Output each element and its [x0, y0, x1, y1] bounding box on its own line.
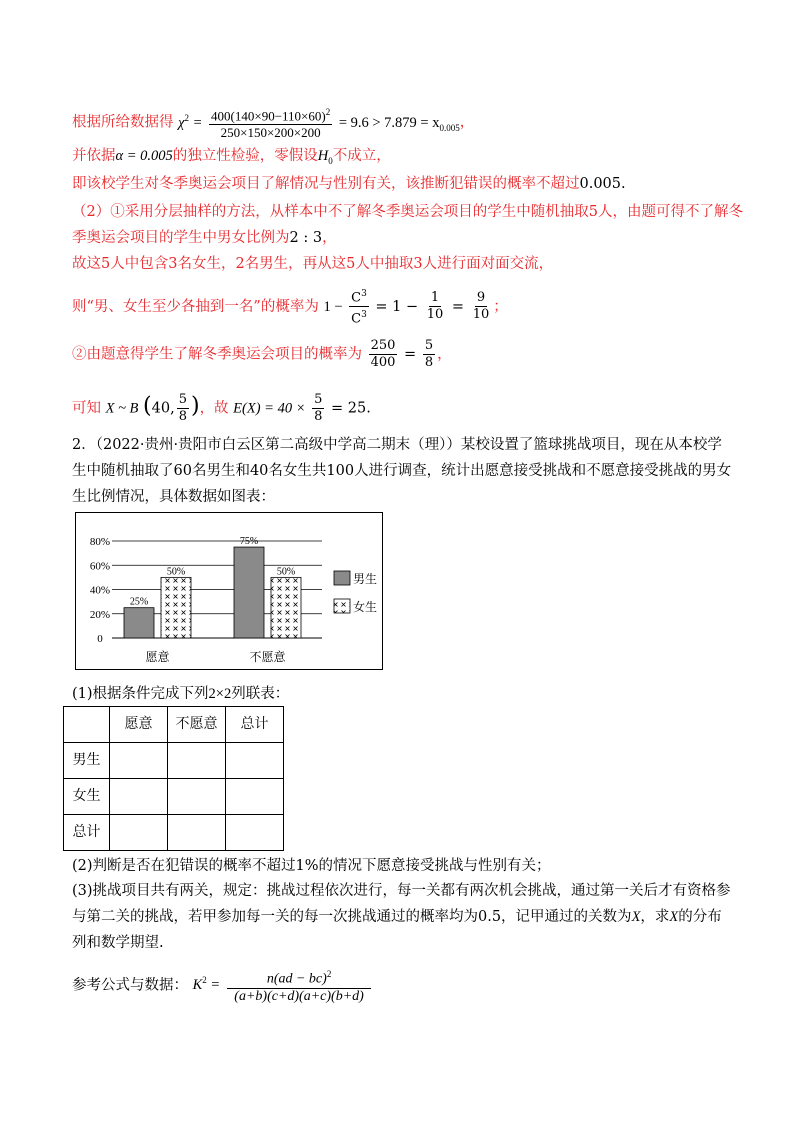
bar-chart: [75, 512, 383, 670]
chi-fraction: $\frac{400(140\times 90-110\times 60)^2}{250\times 150\times 200\times 200}$: [209, 104, 332, 141]
solution-line-8: ②由题意得学生了解冬季奥运会项目的概率为 $\frac{250}{400}$ = $\frac{5}{8}$ ，: [72, 338, 452, 370]
data-label: 50%: [276, 566, 296, 578]
legend-label: 男生: [353, 572, 378, 586]
solution-line-1: 根据所给数据得 $\chi^2$ = $\frac{400(140\times 90-110\times 60)^2}{250\times 150\times 200\times 200}$ = $9.6 > 7.879 = x_{0.005}$，: [72, 104, 474, 141]
table-row-label: 男生: [64, 743, 110, 779]
bar-male: [124, 608, 154, 638]
solution-line-2: 并依据α = 0.005的独立性检验，零假设$H_0$不成立，: [72, 148, 391, 166]
combination-fraction: $\frac{C^3}{C^3}$: [349, 286, 369, 328]
table-header-willing: 愿意: [110, 707, 168, 743]
contingency-table: [63, 706, 284, 851]
table-header-row: [64, 707, 284, 743]
table-cell: [64, 707, 110, 743]
solution-line-7: 则“男、女生至少各抽到一名”的概率为 1 − $\frac{C^3}{C^3}$ = 1 − $\frac{1}{10}$ = $\frac{9}{10}$ ；: [72, 286, 508, 328]
legend-swatch-female: [334, 599, 350, 613]
solution-line-4: （2）①采用分层抽样的方法，从样本中不了解冬季奥运会项目的学生中随机抽取5人，由题可得不了解冬: [72, 204, 743, 220]
bar-male: [234, 547, 264, 638]
y-tick-label: 0: [97, 633, 103, 645]
chi-symbol: χ: [178, 114, 185, 131]
bar-female: [271, 577, 301, 638]
y-tick-label: 60%: [89, 560, 111, 573]
solution-line-9: 可知 X ~ B (40, $\frac{5}{8}$ )，故 E(X) = 40 × $\frac{5}{8}$ = 25.: [72, 392, 371, 424]
table-cell: [226, 779, 284, 815]
part2-text: (2)判断是否在犯错误的概率不超过1%的情况下愿意接受挑战与性别有关；: [72, 858, 551, 874]
y-tick-label: 40%: [89, 584, 111, 597]
bar-chart-svg: [76, 513, 382, 669]
table-cell: [110, 743, 168, 779]
bar-female: [161, 577, 191, 638]
table-row: [64, 779, 284, 815]
table-row-label: 总计: [64, 815, 110, 851]
table-cell: [168, 779, 226, 815]
table-row: [64, 743, 284, 779]
part3-text: (3)挑战项目共有两关，规定：挑战过程依次进行，每一关都有两次机会挑战，通过第一关后才有资格参与第二关的挑战，若甲参加每一关的每一次挑战通过的概率均为0.5，记甲通过的关数为X，求X的分布列和数学期望.: [72, 883, 731, 951]
table-row: [64, 815, 284, 851]
solution-line-5: 季奥运会项目的学生中男女比例为2 : 3，: [72, 230, 337, 246]
legend-swatch-male: [334, 571, 350, 585]
table-cell: [168, 815, 226, 851]
solution-line-6: 故这5人中包含3名女生，2名男生，再从这5人中抽取3人进行面对面交流，: [72, 256, 554, 272]
y-tick-label: 80%: [89, 536, 111, 548]
category-label: 不愿意: [249, 650, 286, 664]
table-cell: [226, 815, 284, 851]
table-header-total: 总计: [226, 707, 284, 743]
table-cell: [110, 815, 168, 851]
y-tick-label: 20%: [89, 608, 111, 621]
data-label: 75%: [239, 536, 259, 548]
table-header-unwilling: 不愿意: [168, 707, 226, 743]
part1-text: (1)根据条件完成下列2×2列联表：: [72, 686, 290, 702]
data-label: 25%: [129, 596, 149, 608]
data-label: 50%: [166, 566, 186, 578]
legend-label: 女生: [353, 600, 378, 614]
table-row-label: 女生: [64, 779, 110, 815]
table-cell: [168, 743, 226, 779]
reference-formula: 参考公式与数据： $K^2$ = $\frac{n(ad - bc)^2}{(a+b)(c+d)(a+c)(b+d)}$: [72, 966, 373, 1005]
question-intro: 2．（2022·贵州·贵阳市白云区第二高级中学高二期末（理））某校设置了篮球挑战项目，现在从本校学生中随机抽取了60名男生和40名女生共100人进行调查，统计出愿意接受挑战和不愿意接受挑战的男女生比例情况，具体数据如图表：: [72, 437, 732, 505]
solution-line-3: 即该校学生对冬季奥运会项目了解情况与性别有关，该推断犯错误的概率不超过0.005.: [72, 176, 626, 192]
category-label: 愿意: [145, 650, 170, 664]
table-cell: [226, 743, 284, 779]
table-cell: [110, 779, 168, 815]
